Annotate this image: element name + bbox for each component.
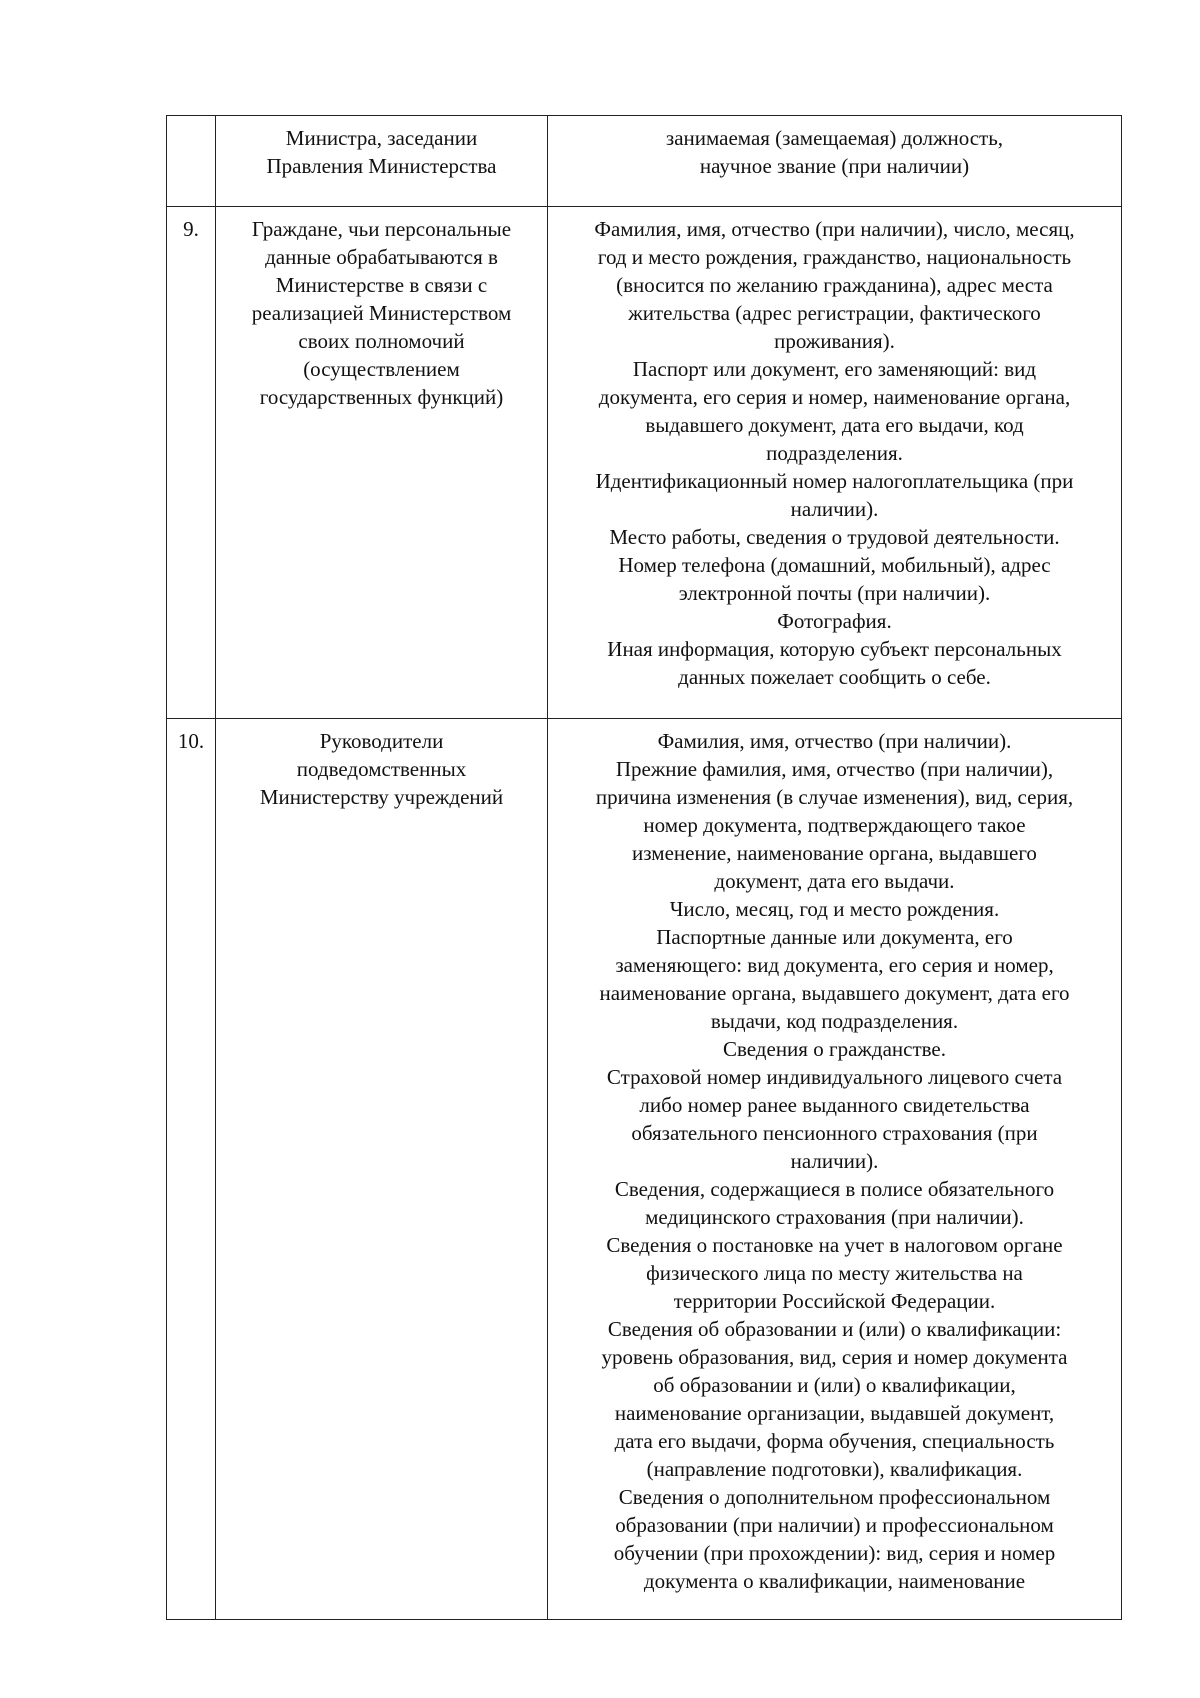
text-line: либо номер ранее выданного свидетельства bbox=[639, 1093, 1030, 1117]
text-line: Министерстве в связи с bbox=[275, 273, 488, 297]
text-line: наличии). bbox=[790, 1149, 879, 1173]
text-line: государственных функций) bbox=[259, 385, 504, 409]
text-line: обучении (при прохождении): вид, серия и номер bbox=[613, 1541, 1056, 1565]
text-line: Сведения об образовании и (или) о квалификации: bbox=[607, 1317, 1062, 1341]
text-line: наличии). bbox=[790, 497, 879, 521]
row-number-cell bbox=[167, 116, 216, 207]
text-line: (направление подготовки), квалификация. bbox=[646, 1457, 1023, 1481]
text-line: подразделения. bbox=[766, 441, 903, 465]
text-line: занимаемая (замещаемая) должность, bbox=[665, 126, 1004, 150]
text-line: обязательного пенсионного страхования (при bbox=[631, 1121, 1038, 1145]
text-line: Фамилия, имя, отчество (при наличии), число, месяц, bbox=[594, 217, 1075, 241]
table-row bbox=[167, 116, 1122, 207]
subject-category-cell bbox=[216, 207, 548, 719]
text-line: Число, месяц, год и место рождения. bbox=[669, 897, 1000, 921]
personal-data-list-cell bbox=[548, 116, 1122, 207]
text-line: наименование органа, выдавшего документ, дата его bbox=[599, 981, 1070, 1005]
table-row bbox=[167, 207, 1122, 719]
text-line: данные обрабатываются в bbox=[265, 245, 498, 269]
text-line: физического лица по месту жительства на bbox=[646, 1261, 1023, 1285]
text-line: электронной почты (при наличии). bbox=[678, 581, 991, 605]
text-line: Министра, заседании bbox=[285, 126, 478, 150]
text-line: Иная информация, которую субъект персональных bbox=[607, 637, 1062, 661]
table-row bbox=[167, 719, 1122, 1620]
text-line: выдачи, код подразделения. bbox=[710, 1009, 959, 1033]
personal-data-table bbox=[166, 115, 1122, 1620]
text-line: научное звание (при наличии) bbox=[699, 154, 970, 178]
text-line: номер документа, подтверждающего такое bbox=[643, 813, 1026, 837]
text-line: изменение, наименование органа, выдавшего bbox=[632, 841, 1037, 865]
text-line: Фамилия, имя, отчество (при наличии). bbox=[657, 729, 1012, 753]
text-line: Идентификационный номер налогоплательщика (при bbox=[595, 469, 1074, 493]
text-line: Руководители bbox=[319, 729, 444, 753]
text-line: документа о квалификации, наименование bbox=[643, 1569, 1026, 1593]
text-line: документ, дата его выдачи. bbox=[714, 869, 955, 893]
text-line: причина изменения (в случае изменения), вид, серия, bbox=[595, 785, 1074, 809]
text-line: подведомственных bbox=[296, 757, 467, 781]
text-line: год и место рождения, гражданство, национальность bbox=[597, 245, 1072, 269]
text-line: жительства (адрес регистрации, фактического bbox=[628, 301, 1041, 325]
text-line: Место работы, сведения о трудовой деятельности. bbox=[609, 525, 1060, 549]
text-line: образовании (при наличии) и профессиональном bbox=[615, 1513, 1054, 1537]
text-line: Сведения о постановке на учет в налоговом органе bbox=[606, 1233, 1063, 1257]
text-line: (вносится по желанию гражданина), адрес места bbox=[616, 273, 1053, 297]
subject-category-cell bbox=[216, 116, 548, 207]
text-line: об образовании и (или) о квалификации, bbox=[653, 1373, 1016, 1397]
text-line: территории Российской Федерации. bbox=[673, 1289, 996, 1313]
text-line: проживания). bbox=[774, 329, 895, 353]
text-line: Правления Министерства bbox=[266, 154, 497, 178]
text-line: Сведения о дополнительном профессиональном bbox=[618, 1485, 1051, 1509]
text-line: выдавшего документ, дата его выдачи, код bbox=[645, 413, 1024, 437]
text-line: реализацией Министерством bbox=[251, 301, 512, 325]
text-line: Фотография. bbox=[777, 609, 892, 633]
row-number-cell: 10. bbox=[167, 719, 216, 1620]
text-line: Паспортные данные или документа, его bbox=[656, 925, 1013, 949]
subject-category-cell bbox=[216, 719, 548, 1620]
text-line: Страховой номер индивидуального лицевого счета bbox=[606, 1065, 1063, 1089]
text-line: медицинского страхования (при наличии). bbox=[645, 1205, 1024, 1229]
text-line: (осуществлением bbox=[303, 357, 460, 381]
text-line: документа, его серия и номер, наименование органа, bbox=[598, 385, 1071, 409]
text-line: Номер телефона (домашний, мобильный), адрес bbox=[618, 553, 1051, 577]
text-line: Граждане, чьи персональные bbox=[251, 217, 512, 241]
text-line: дата его выдачи, форма обучения, специальность bbox=[614, 1429, 1055, 1453]
text-line: своих полномочий bbox=[298, 329, 465, 353]
text-line: уровень образования, вид, серия и номер документа bbox=[601, 1345, 1068, 1369]
text-line: наименование организации, выдавшей документ, bbox=[614, 1401, 1055, 1425]
personal-data-list-cell bbox=[548, 719, 1122, 1620]
text-line: Сведения, содержащиеся в полисе обязательного bbox=[614, 1177, 1055, 1201]
row-number-cell: 9. bbox=[167, 207, 216, 719]
text-line: Паспорт или документ, его заменяющий: вид bbox=[632, 357, 1037, 381]
text-line: Министерству учреждений bbox=[259, 785, 504, 809]
text-line: данных пожелает сообщить о себе. bbox=[678, 665, 991, 689]
text-line: Прежние фамилия, имя, отчество (при наличии), bbox=[615, 757, 1054, 781]
personal-data-list-cell bbox=[548, 207, 1122, 719]
table-body bbox=[167, 116, 1122, 1620]
text-line: Сведения о гражданстве. bbox=[722, 1037, 947, 1061]
text-line: заменяющего: вид документа, его серия и номер, bbox=[615, 953, 1054, 977]
